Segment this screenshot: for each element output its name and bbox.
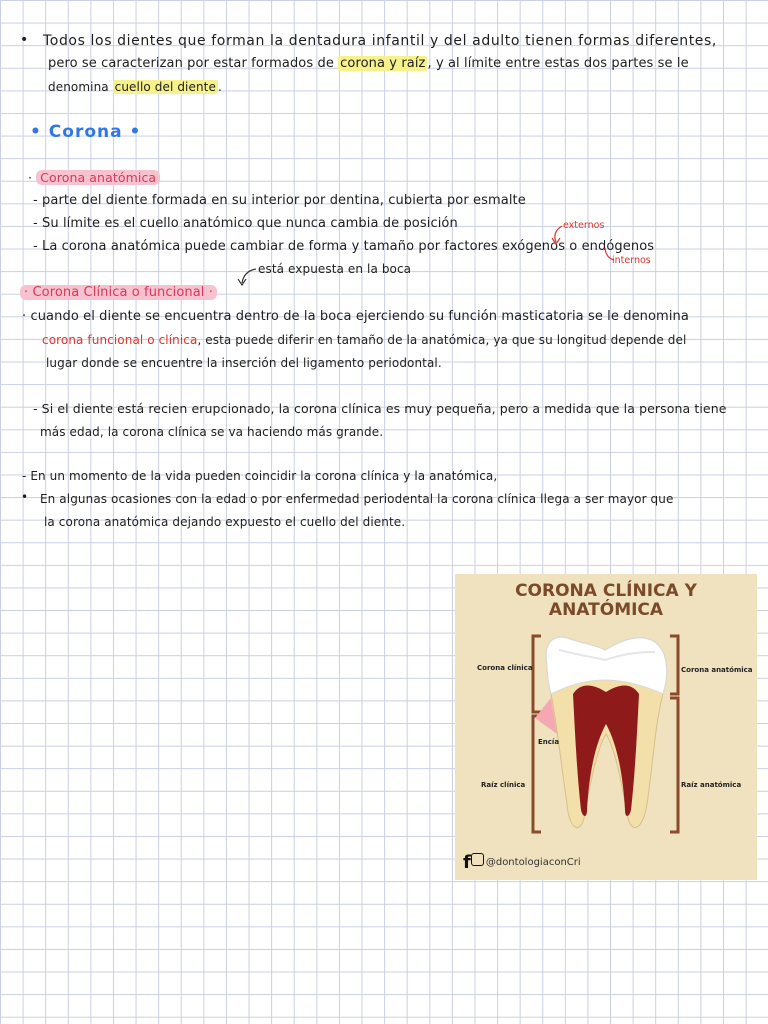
facebook-icon: f	[463, 852, 471, 873]
instagram-icon	[471, 853, 484, 866]
clinica-para-1a: · cuando el diente se encuentra dentro de la boca ejerciendo su función masticatoria se le denomina	[22, 309, 689, 324]
infographic-title-line-2: ANATÓMICA	[548, 600, 664, 620]
section-title: • Corona •	[30, 122, 142, 142]
highlight-cuello: cuello del diente	[114, 80, 216, 94]
label-raiz-anatomica: Raíz anatómica	[681, 781, 742, 789]
label-encia: Encía	[538, 738, 560, 746]
tooth-diagram	[455, 574, 757, 880]
intro-text: denomina	[48, 80, 113, 94]
label-corona-clinica: Corona clínica	[477, 664, 533, 672]
clinica-para-4a: En algunas ocasiones con la edad o por enfermedad periodental la corona clínica llega a ser mayor que	[40, 492, 674, 506]
bracket-corona-clinica	[533, 636, 541, 712]
clinica-para-2b: más edad, la corona clínica se va haciendo más grande.	[40, 425, 384, 439]
anatomica-bullet-2: - Su límite es el cuello anatómico que nunca cambia de posición	[33, 216, 458, 231]
bullet-dot: •	[21, 490, 29, 504]
note-externos: externos	[563, 220, 605, 231]
note-internos: internos	[612, 255, 651, 266]
bracket-raiz-anatomica	[670, 698, 678, 832]
clinica-text: cuando el diente se encuentra dentro de la boca ejerciendo su función masticatoria se le denomina	[30, 309, 689, 324]
clinica-para-4b: la corona anatómica dejando expuesto el cuello del diente.	[44, 515, 406, 529]
clinica-heading-label: Corona Clínica o funcional	[32, 285, 205, 300]
clinica-heading-text: · Corona Clínica o funcional ·	[20, 285, 217, 300]
bracket-raiz-clinica	[533, 716, 541, 832]
bullet-dot: •	[20, 32, 29, 48]
intro-text: , y al límite entre estas dos partes se le	[427, 56, 689, 71]
tooth-pulp	[573, 686, 639, 817]
anatomica-heading-text: Corona anatómica	[36, 170, 160, 185]
social-handle: @dontologiaconCri	[485, 857, 581, 868]
clinica-red-term: corona funcional o clínica	[42, 333, 198, 347]
clinica-para-2a: - Si el diente está recien erupcionado, la corona clínica es muy pequeña, pero a medida que la persona tiene	[33, 401, 727, 416]
anatomica-heading: · Corona anatómica	[28, 170, 160, 185]
anatomica-bullet-3: - La corona anatómica puede cambiar de forma y tamaño por factores exógenos o endógenos	[33, 239, 655, 254]
intro-text: pero se caracterizan por estar formados de	[48, 56, 339, 71]
clinica-text: , esta puede diferir en tamaño de la anatómica, ya que su longitud depende del	[197, 333, 687, 347]
social-credit	[463, 852, 581, 873]
intro-line-1: Todos los dientes que forman la dentadura infantil y del adulto tienen formas diferentes,	[43, 33, 717, 49]
infographic-title-line-1: CORONA CLÍNICA Y	[515, 581, 697, 601]
tooth-infographic	[455, 574, 757, 880]
intro-text: .	[217, 80, 222, 94]
clinica-para-3: - En un momento de la vida pueden coincidir la corona clínica y la anatómica,	[22, 469, 498, 483]
label-raiz-clinica: Raíz clínica	[481, 781, 526, 789]
highlight-corona-raiz: corona y raíz	[340, 56, 426, 71]
clinica-para-1c: lugar donde se encuentre la inserción del ligamento periodontal.	[46, 356, 442, 370]
anatomica-bullet-1: - parte del diente formada en su interior por dentina, cubierta por esmalte	[33, 193, 526, 208]
note-expuesta: está expuesta en la boca	[258, 262, 412, 276]
section-title-text: Corona	[48, 122, 123, 142]
bracket-corona-anatomica	[670, 636, 678, 694]
label-corona-anatomica: Corona anatómica	[681, 666, 753, 674]
